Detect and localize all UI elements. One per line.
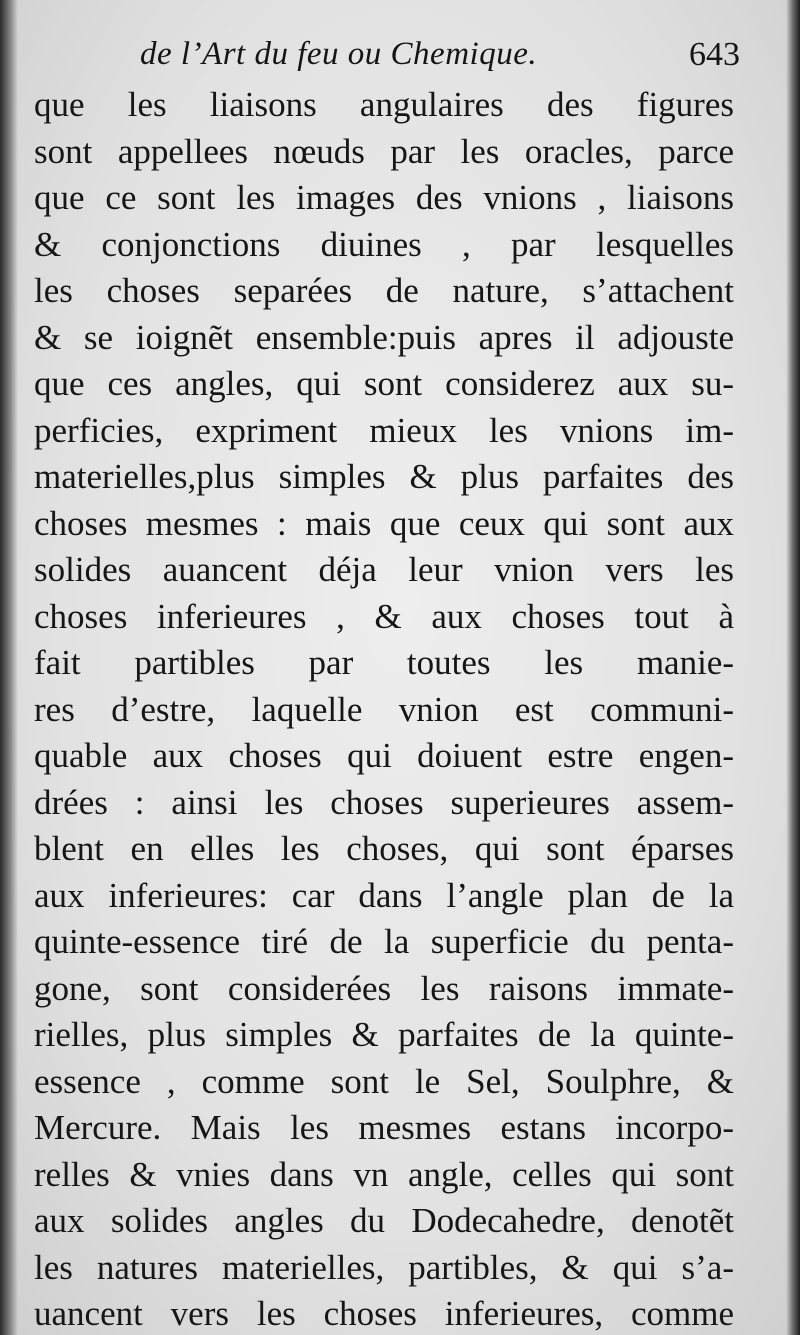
text-line: quinte-essence tiré de la superficie du penta- — [34, 922, 734, 961]
text-line: fait partibles par toutes les manie- — [34, 643, 734, 682]
text-line: & conjonctions diuines , par lesquelles — [34, 224, 734, 264]
text-line: blent en elles les choses, qui sont éparses — [34, 829, 734, 868]
text-line: choses inferieures , & aux choses tout à — [34, 596, 734, 636]
text-line: res d’estre, laquelle vnion est communi- — [34, 689, 734, 729]
text-line: relles & vnies dans vn angle, celles qui sont — [34, 1154, 734, 1194]
text-line: essence , comme sont le Sel, Soulphre, & — [34, 1061, 734, 1101]
text-line: aux solides angles du Dodecahedre, denotẽt — [34, 1201, 734, 1240]
text-line: aux inferieures: car dans l’angle plan de la — [34, 875, 734, 915]
text-line: Mercure. Mais les mesmes estans incorpo- — [34, 1108, 734, 1147]
text-line: uancent vers les choses inferieures, comme — [34, 1294, 734, 1333]
text-line: perficies, expriment mieux les vnions im- — [34, 410, 734, 450]
page-edge-shadow — [786, 0, 800, 1335]
text-line: que ce sont les images des vnions , liaisons — [34, 178, 734, 217]
text-line: rielles, plus simples & parfaites de la quinte- — [34, 1015, 734, 1054]
text-line: quable aux choses qui doiuent estre engen- — [34, 736, 734, 775]
text-line: les choses separées de nature, s’attachent — [34, 271, 734, 310]
text-line: que les liaisons angulaires des figures — [34, 85, 734, 124]
text-line: materielles,plus simples & plus parfaites des — [34, 457, 734, 496]
text-line: & se ioignẽt ensemble:puis apres il adjouste — [34, 317, 734, 357]
text-line: que ces angles, qui sont considerez aux su- — [34, 364, 734, 403]
body-text — [34, 82, 734, 1335]
page-header — [140, 36, 740, 86]
text-line: drées : ainsi les choses superieures assem- — [34, 782, 734, 822]
text-line: choses mesmes : mais que ceux qui sont aux — [34, 503, 734, 543]
page-number: 643 — [689, 36, 740, 73]
text-line: solides auancent déja leur vnion vers les — [34, 550, 734, 589]
text-line: gone, sont considerées les raisons immate- — [34, 968, 734, 1008]
gutter-shadow — [0, 0, 18, 1335]
running-head: de l’Art du feu ou Chemique. — [140, 36, 538, 72]
text-line: les natures materielles, partibles, & qui s’a- — [34, 1247, 734, 1287]
text-line: sont appellees nœuds par les oracles, parce — [34, 131, 734, 171]
